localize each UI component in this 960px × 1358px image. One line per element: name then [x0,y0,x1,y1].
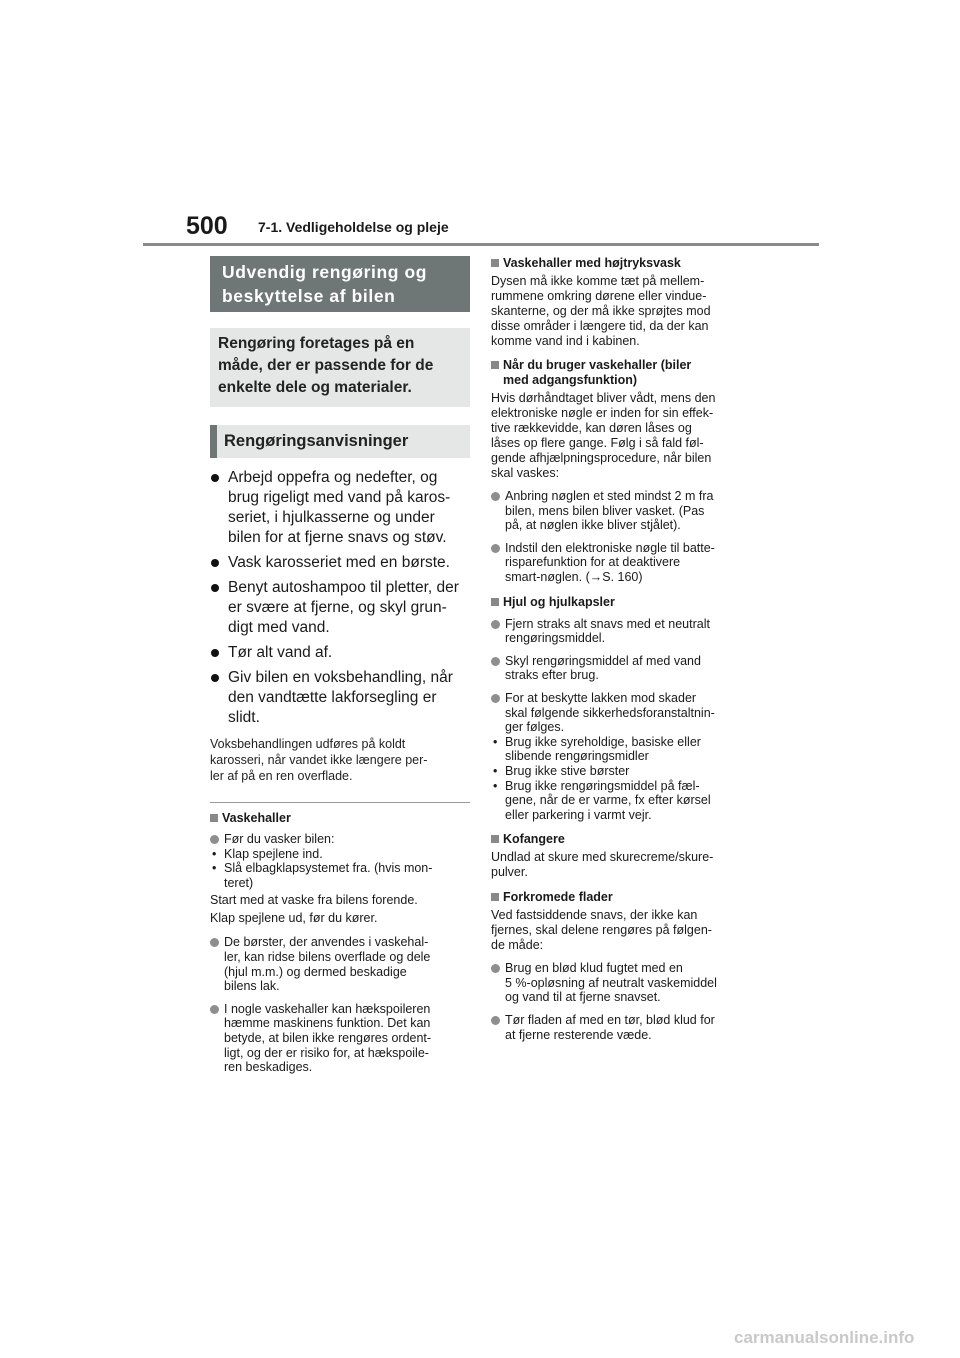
circle-bullet-icon [491,620,500,629]
list-item-line: slidt. [228,709,260,726]
paragraph: Klap spejlene ud, før du kører. [210,911,378,926]
list-item [210,935,470,993]
list-item-line: bilen, mens bilen bliver vasket. (Pas [505,503,705,518]
paragraph-line: rummene omkring dørene eller vindue- [491,289,707,303]
circle-bullet-icon [210,1005,219,1014]
small-dot-icon: • [212,846,217,861]
list-item-line: digt med vand. [228,619,330,636]
circle-bullet-icon [491,657,500,666]
list-item [491,489,757,533]
square-bullet-icon [210,814,218,822]
sub-line: Slå elbagklapsystemet fra. (hvis mon- [224,861,433,876]
sub-list-item [491,735,757,764]
intro-line: måde, der er passende for de [218,357,434,374]
left-column [210,256,470,1075]
intro-box [210,328,470,407]
heading-text: Vaskehaller [222,811,291,825]
note-line: karosseri, når vandet ikke længere per- [210,753,428,767]
paragraph-line: skal vaskes: [491,466,560,480]
page-reference[interactable]: smart-nøglen. (→S. 160) [505,569,643,584]
list-item-line: risparefunktion for at deaktivere [505,555,681,570]
square-bullet-icon [491,835,499,843]
list-item [491,961,757,1005]
list-item-line: Tør fladen af med en tør, blød klud for [505,1013,715,1028]
list-item [491,541,757,585]
circle-bullet-icon [491,492,500,501]
list-item-line: ligt, og der er risiko for, at hækspoile- [224,1045,429,1060]
sub-list-item [491,764,757,779]
list-item-line: på, at nøglen ikke bliver stjålet). [505,518,681,533]
circle-bullet-icon [210,938,219,947]
list-item-line: Indstil den elektroniske nøgle til batte- [505,540,715,555]
bullet-dot-icon [211,674,219,682]
watermark: carmanualsonline.info [734,1328,915,1347]
paragraph-line: gende afhjælpningsprocedure, når bilen [491,451,712,465]
list-item-line: og vand til at fjerne snavset. [505,990,661,1005]
right-column [491,256,757,1042]
circle-bullet-icon [491,544,500,553]
page-title [210,256,470,312]
sub-line: eller parkering i varmt vejr. [505,807,652,822]
paragraph [491,274,757,349]
list-item-line: Fjern straks alt snavs med et neutralt [505,616,710,631]
title-line: Udvendig rengøring og [222,262,428,282]
paragraph-line: fjernes, skal delene rengøres på følgen- [491,923,712,938]
list-item-line: rengøringsmiddel. [505,631,606,646]
square-bullet-icon [491,361,499,369]
sub-line: Brug ikke syreholdige, basiske eller [505,734,701,749]
list-item-line: hæmme maskinens funktion. Det kan [224,1016,431,1031]
sub-list [491,735,757,823]
sub-line: slibende rengøringsmidler [505,749,649,764]
list-item-line: De børster, der anvendes i vaskehal- [224,935,429,950]
small-dot-icon: • [493,778,498,793]
circle-bullet-icon [491,1016,500,1025]
heading-text: Vaskehaller med højtryksvask [503,256,681,270]
sub-line: Brug ikke rengøringsmiddel på fæl- [505,778,700,793]
paragraph: Start med at vaske fra bilens forende. [210,893,418,908]
list-item-line: betyde, at bilen ikke rengøres ordent- [224,1030,432,1045]
list-item-line: bilen for at fjerne snavs og støv. [228,529,447,546]
block-heading-adgang [491,358,757,388]
block-heading-kofangere [491,832,757,847]
paragraph-line: pulver. [491,865,528,880]
paragraph-line: de måde: [491,938,544,953]
list-item-line: Benyt autoshampoo til pletter, der [228,579,459,596]
intro-line: Rengøring foretages på en [218,335,415,352]
section-label: 7-1. Vedligeholdelse og pleje [258,219,449,235]
bullet-dot-icon [211,584,219,592]
list-item-line: Før du vasker bilen: [224,832,335,846]
list-item-line: at fjerne resterende væde. [505,1027,652,1042]
paragraph-line: tive rækkevidde, kan døren låses og [491,421,692,435]
list-item-line: (hjul m.m.) og dermed beskadige [224,964,407,979]
list-item-line: ger følges. [505,720,565,735]
sub-line: gene, når de er varme, fx efter kørsel [505,793,711,808]
sub-list-item [210,847,470,862]
sub-list-item [210,861,470,890]
paragraph-line: elektroniske nøgle er inden for sin effek- [491,406,714,420]
wax-note [210,736,470,784]
paragraph-line: skanterne, og der må ikke sprøjtes mod [491,304,711,318]
heading-text: Hjul og hjulkapsler [503,594,615,609]
heading-text: Kofangere [503,832,565,847]
list-item [210,553,470,573]
small-dot-icon: • [493,763,498,778]
paragraph [491,850,757,880]
circle-bullet-icon [491,694,500,703]
list-item-line: Arbejd oppefra og nedefter, og [228,469,438,486]
list-item [210,668,470,728]
list-item-line: ler, kan ridse bilens overflade og dele [224,949,431,964]
list-item-line: brug rigeligt med vand på karos- [228,489,451,506]
list-item-line: Vask karosseriet med en børste. [228,554,450,571]
block-heading-hjul [491,595,757,610]
sub-line: Klap spejlene ind. [224,846,323,861]
sub-list [210,847,470,891]
list-item-line: den vandtætte lakforsegling er [228,689,437,706]
paragraph [491,391,757,481]
paragraph-line: Ved fastsiddende snavs, der ikke kan [491,908,698,923]
list-item-line: Giv bilen en voksbehandling, når [228,669,453,686]
paragraph-line: Hvis dørhåndtaget bliver vådt, mens den [491,391,716,405]
list-item-line: skal følgende sikkerhedsforanstaltnin- [505,705,715,720]
cleaning-list [210,468,470,728]
bullet-dot-icon [211,474,219,482]
paragraph-line: Dysen må ikke komme tæt på mellem- [491,274,705,288]
list-item-line: seriet, i hjulkasserne og under [228,509,435,526]
list-item-line: ren beskadiges. [224,1060,313,1075]
note-line: Voksbehandlingen udføres på koldt [210,737,406,751]
paragraph-line: låses op flere gange. Følg i så fald føl- [491,436,704,450]
list-item-line: straks efter brug. [505,668,599,683]
bullet-dot-icon [211,559,219,567]
sub-line: Brug ikke stive børster [505,763,630,778]
title-line: beskyttelse af bilen [222,286,396,306]
list-item [491,691,757,735]
list-item-line: Tør alt vand af. [228,644,333,661]
divider [210,802,470,803]
list-item [491,617,757,646]
circle-bullet-icon [210,835,219,844]
circle-bullet-icon [491,964,500,973]
list-item [210,643,470,663]
square-bullet-icon [491,598,499,606]
paragraph-line: disse områder i længere tid, da der kan [491,319,709,333]
bullet-dot-icon [211,649,219,657]
list-item [491,1013,757,1042]
list-item-line: bilens lak. [224,979,280,994]
list-item-line: er svære at fjerne, og skyl grun- [228,599,447,616]
note-line: ler af på en ren overflade. [210,769,353,783]
square-bullet-icon [491,893,499,901]
sub-line: teret) [224,875,254,890]
heading-text: Forkromede flader [503,890,613,905]
list-item [210,578,470,638]
header-rule [143,243,819,246]
paragraph-line: Undlad at skure med skurecreme/skure- [491,850,714,865]
list-item-line: Anbring nøglen et sted mindst 2 m fra [505,489,714,503]
page-number: 500 [186,212,228,240]
list-item [491,654,757,683]
block-heading-hoejtryk [491,256,757,271]
intro-line: enkelte dele og materialer. [218,379,412,396]
list-item-line: For at beskytte lakken mod skader [505,690,697,705]
list-item [210,1002,470,1075]
list-item [210,832,470,847]
list-item-line: Brug en blød klud fugtet med en [505,961,683,976]
paragraph [491,908,757,953]
list-item-line: I nogle vaskehaller kan hækspoileren [224,1001,431,1016]
heading-text: med adgangsfunktion) [503,373,638,387]
list-item-line: Skyl rengøringsmiddel af med vand [505,653,701,668]
list-item-line: 5 %-opløsning af neutralt vaskemiddel [505,975,717,990]
paragraph-line: komme vand ind i kabinen. [491,334,640,348]
square-bullet-icon [491,259,499,267]
block-heading-vaskehaller [210,811,470,826]
list-item [210,468,470,548]
small-dot-icon: • [493,734,498,749]
small-dot-icon: • [212,861,217,876]
heading-text: Når du bruger vaskehaller (biler [503,358,692,372]
block-heading-forkromede [491,890,757,905]
sub-list-item [491,779,757,823]
sub-heading: Rengøringsanvisninger [210,425,470,458]
